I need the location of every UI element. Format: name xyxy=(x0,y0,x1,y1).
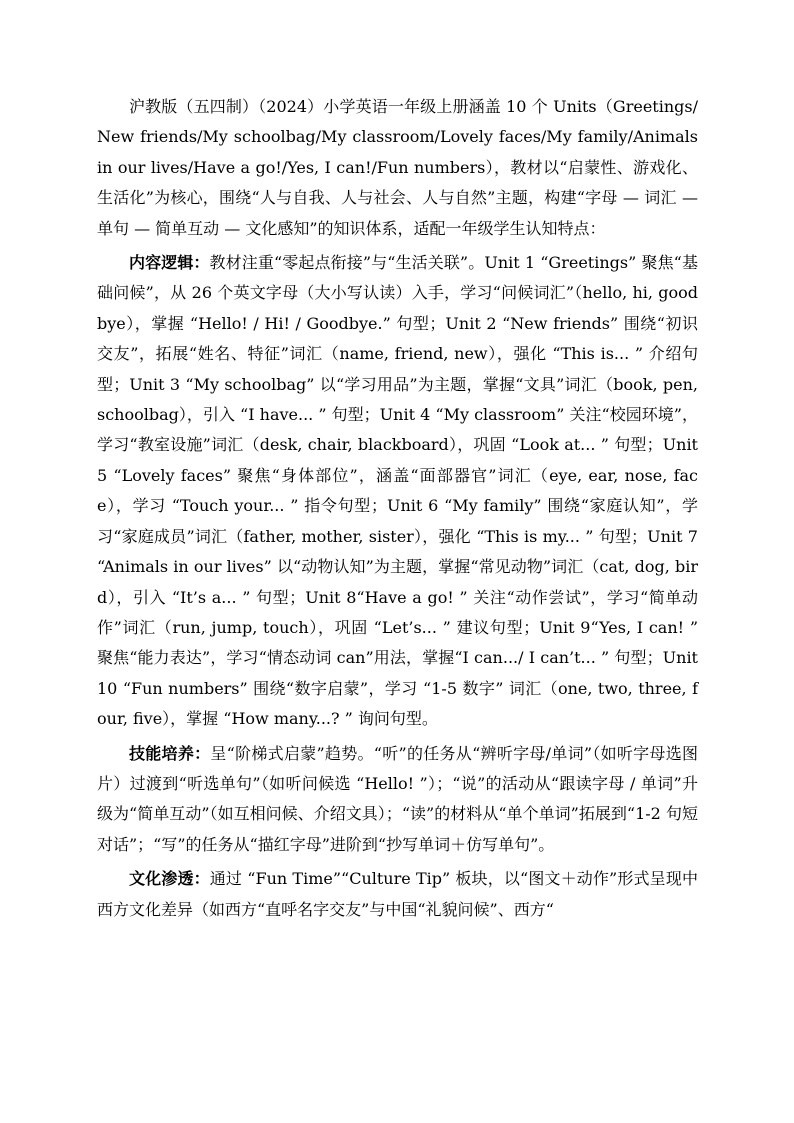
skills-paragraph xyxy=(97,739,698,861)
document-page xyxy=(97,92,698,925)
content-logic-paragraph xyxy=(97,248,698,735)
skills-heading: 技能培养： xyxy=(129,743,211,763)
intro-paragraph: 沪教版（五四制）（2024）小学英语一年级上册涵盖 10 个 Units（Greetings/New friends/My schoolbag/My classroom/Lovely faces/My family/Animals in our lives/Have a go!/Yes, I can!/Fun numbers），教材以“启蒙性、游戏化、生活化”为核心，围绕“人与自我、人与社会、人与自然”主题，构建“字母 — 词汇 — 单句 — 简单互动 — 文化感知”的知识体系，适配一年级学生认知特点： xyxy=(97,97,698,238)
culture-body: 通过 “Fun Time”“Culture Tip” 板块，以“图文＋动作”形式呈现中西方文化差异（如西方“直呼名字交友”与中国“礼貌问候”、西方“ xyxy=(97,869,698,919)
culture-heading: 文化渗透： xyxy=(129,869,210,889)
content-logic-heading: 内容逻辑： xyxy=(129,253,210,273)
skills-body: 呈“阶梯式启蒙”趋势。“听”的任务从“辨听字母/单词”（如听字母选图片）过渡到“听选单句”（如听问候选 “Hello! ”）；“说”的活动从“跟读字母 / 单词”升级为“简单互动”（如互相问候、介绍文具）；“读”的材料从“单个单词”拓展到“1-2 句短对话”；“写”的任务从“描红字母”进阶到“抄写单词＋仿写单句”。 xyxy=(97,743,698,854)
content-logic-body: 教材注重“零起点衔接”与“生活关联”。Unit 1 “Greetings” 聚焦“基础问候”，从 26 个英文字母（大小写认读）入手，学习“问候词汇”（hello, hi, goodbye），掌握 “Hello! / Hi! / Goodbye.” 句型；Unit 2 “New friends” 围绕“初识交友”，拓展“姓名、特征”词汇（name, friend, new），强化 “This is... ” 介绍句型；Unit 3 “My schoolbag” 以“学习用品”为主题，掌握“文具”词汇（book, pen, schoolbag），引入 “I have... ” 句型；Unit 4 “My classroom” 关注“校园环境”，学习“教室设施”词汇（desk, chair, blackboard），巩固 “Look at... ” 句型；Unit 5 “Lovely faces” 聚焦“身体部位”，涵盖“面部器官”词汇（eye, ear, nose, face），学习 “Touch your... ” 指令句型；Unit 6 “My family” 围绕“家庭认知”，学习“家庭成员”词汇（father, mother, sister），强化 “This is my... ” 句型；Unit 7 “Animals in our lives” 以“动物认知”为主题，掌握“常见动物”词汇（cat, dog, bird），引入 “It’s a... ” 句型；Unit 8“Have a go! ” 关注“动作尝试”，学习“简单动作”词汇（run, jump, touch），巩固 “Let’s... ” 建议句型；Unit 9“Yes, I can! ” 聚焦“能力表达”，学习“情态动词 can”用法，掌握“I can.../ I can’t... ” 句型；Unit 10 “Fun numbers” 围绕“数字启蒙”，学习 “1-5 数字” 词汇（one, two, three, four, five），掌握 “How many...? ” 询问句型。 xyxy=(97,253,698,729)
culture-paragraph xyxy=(97,864,698,925)
